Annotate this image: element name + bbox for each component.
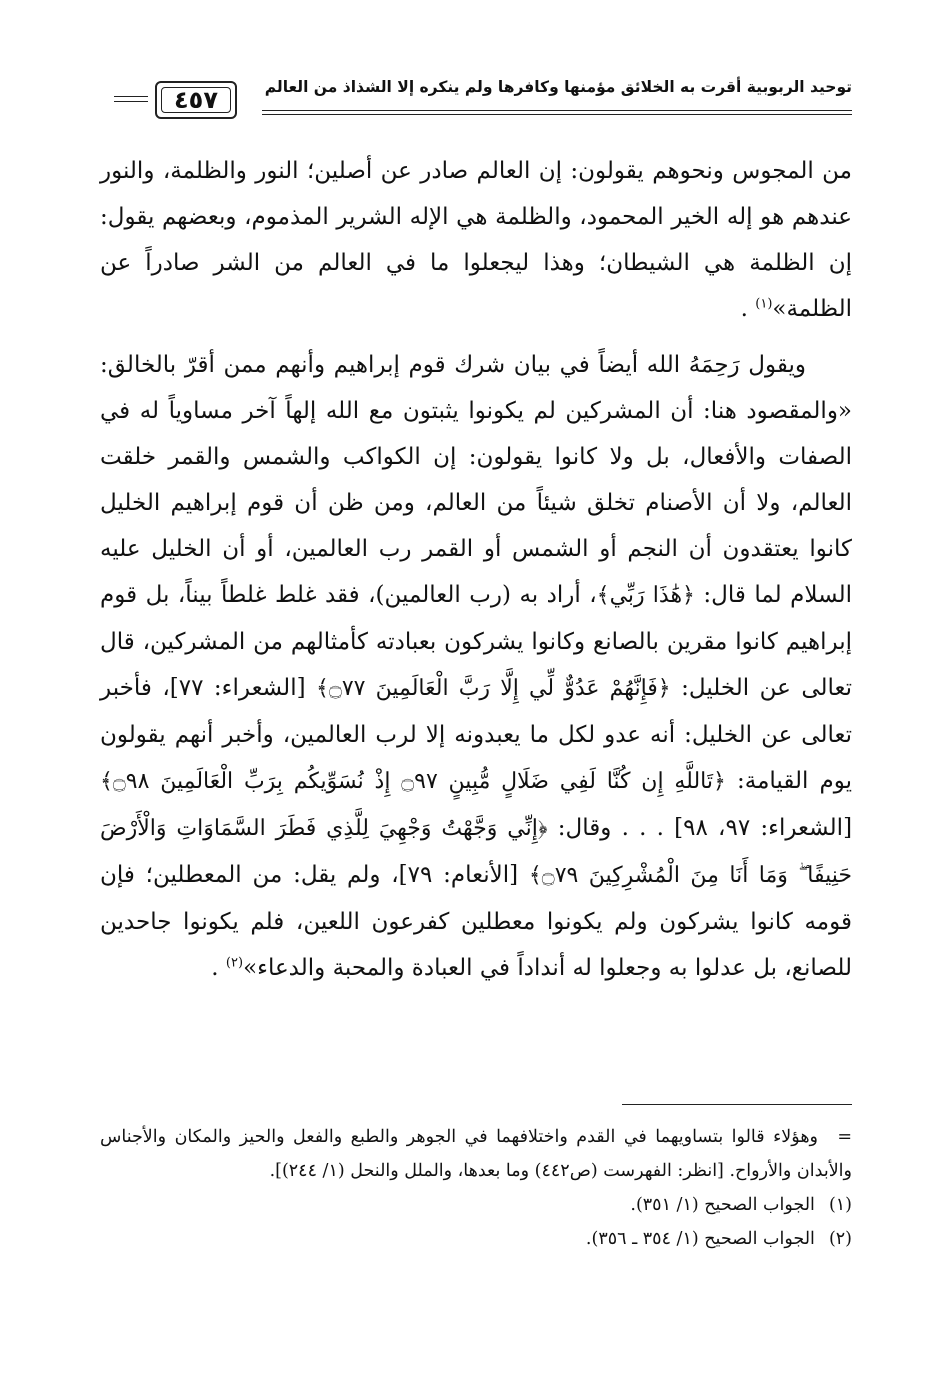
footnote-continuation xyxy=(100,1120,852,1188)
footnote-ref-2: (٢) xyxy=(225,955,244,971)
page-number-rule-second xyxy=(114,101,148,102)
quran-citation-3: [الشعراء: ٩٧، ٩٨] xyxy=(674,815,853,841)
footnote-1-mark: (١) xyxy=(828,1195,852,1215)
header-rule-second xyxy=(262,114,852,115)
quran-quote-3: ﴿تَاللَّهِ إِن كُنَّا لَفِي ضَلَالٍ مُّبِينٍ ۝٩٧ إِذْ نُسَوِّيكُم بِرَبِّ الْعَالَمِينَ ۝٩٨﴾ xyxy=(100,769,726,794)
header-rule xyxy=(262,110,852,111)
paragraph-1-end: . xyxy=(740,296,748,322)
footnote-2-text: الجواب الصحيح (١/ ٣٥٤ ـ ٣٥٦). xyxy=(585,1229,815,1249)
footnote-1-text: الجواب الصحيح (١/ ٣٥١). xyxy=(630,1195,815,1215)
running-head: توحيد الربوبية أقرت به الخلائق مؤمنها وكافرها ولم ينكره إلا الشذاذ من العالم xyxy=(264,78,852,96)
footnote-2 xyxy=(100,1222,852,1256)
paragraph-2-part-a: ويقول رَحِمَهُ الله أيضاً في بيان شرك قوم إبراهيم وأنهم ممن أقرّ بالخالق: «والمقصود هنا: أن المشركين لم يكونوا يثبتون مع الله إلهاً آخر مساوياً له في الصفات والأفعال، بل ولا كانوا يقولون: إن الكواكب والشمس والقمر خلقت العالم، ولا أن الأصنام تخلق شيئاً من العالم، ومن ظن أن قوم إبراهيم الخليل كانوا يعتقدون أن النجم أو الشمس أو القمر رب العالمين، أو أن الخليل عليه السلام لما قال: xyxy=(100,352,853,608)
footnotes xyxy=(100,1120,852,1256)
page-number: ٤٥٧ xyxy=(174,86,218,114)
paragraph-1-text: من المجوس ونحوهم يقولون: إن العالم صادر عن أصلين؛ النور والظلمة، والنور عندهم هو إله الخير المحمود، والظلمة هي الإله الشرير المذموم، وبعضهم يقول: إن الظلمة هي الشيطان؛ وهذا ليجعلوا ما في العالم من الشر صادراً عن الظلمة» xyxy=(100,158,852,322)
page-number-frame xyxy=(155,81,237,119)
quran-quote-2: ﴿فَإِنَّهُمْ عَدُوٌّ لِّي إِلَّا رَبَّ الْعَالَمِينَ ۝٧٧﴾ xyxy=(316,676,671,701)
footnote-ref-1: (١) xyxy=(755,296,773,312)
footnote-separator xyxy=(622,1104,852,1105)
paragraph-2-part-d: . . . وقال: xyxy=(557,815,664,841)
footnote-1 xyxy=(100,1188,852,1222)
paragraph-1 xyxy=(100,148,852,332)
page-header xyxy=(100,70,852,130)
continuation-mark: = xyxy=(837,1127,852,1147)
quran-citation-4: [الأنعام: ٧٩] xyxy=(398,862,519,888)
paragraph-2-part-c: ، فأخبر تعالى عن الخليل: أنه عدو لكل ما يعبدونه إلا لرب العالمين، وأخبر أنهم يقولون يوم القيامة: xyxy=(100,675,852,794)
footnote-2-mark: (٢) xyxy=(828,1229,852,1249)
paragraph-2-end: . xyxy=(211,955,219,981)
main-text xyxy=(100,148,852,991)
quran-quote-4: ﴿إِنِّي وَجَّهْتُ وَجْهِيَ لِلَّذِي فَطَرَ السَّمَاوَاتِ وَالْأَرْضَ حَنِيفًا ۖ وَمَا أَنَا مِنَ الْمُشْرِكِينَ ۝٧٩﴾ xyxy=(100,816,853,888)
continuation-text: وهؤلاء قالوا بتساويهما في القدم واختلافهما في الجوهر والطبع والفعل والحيز والمكان والأجناس والأبدان والأرواح. [انظر: الفهرست (ص٤٤٢) وما بعدها، والملل والنحل (١/ ٢٤٤)]. xyxy=(100,1127,852,1181)
page-number-rule xyxy=(114,96,148,97)
paragraph-2-part-b: ، أراد به (رب العالمين)، فقد غلط غلطاً بيناً، بل قوم إبراهيم كانوا مقرين بالصانع وكانوا يشركون بعبادته كأمثالهم من المشركين، قال تعالى عن الخليل: xyxy=(100,582,852,701)
paragraph-2-part-e: ، ولم يقل: من المعطلين؛ فإن قومه كانوا يشركون ولم يكونوا معطلين كفرعون اللعين، فلم يكونوا جاحدين للصانع، بل عدلوا به وجعلوا له أنداداً في العبادة والمحبة والدعاء» xyxy=(100,862,852,981)
paragraph-2 xyxy=(100,342,852,991)
quran-quote-1: ﴿هَٰذَا رَبِّي﴾ xyxy=(596,583,695,608)
quran-citation-2: [الشعراء: ٧٧] xyxy=(169,675,306,701)
